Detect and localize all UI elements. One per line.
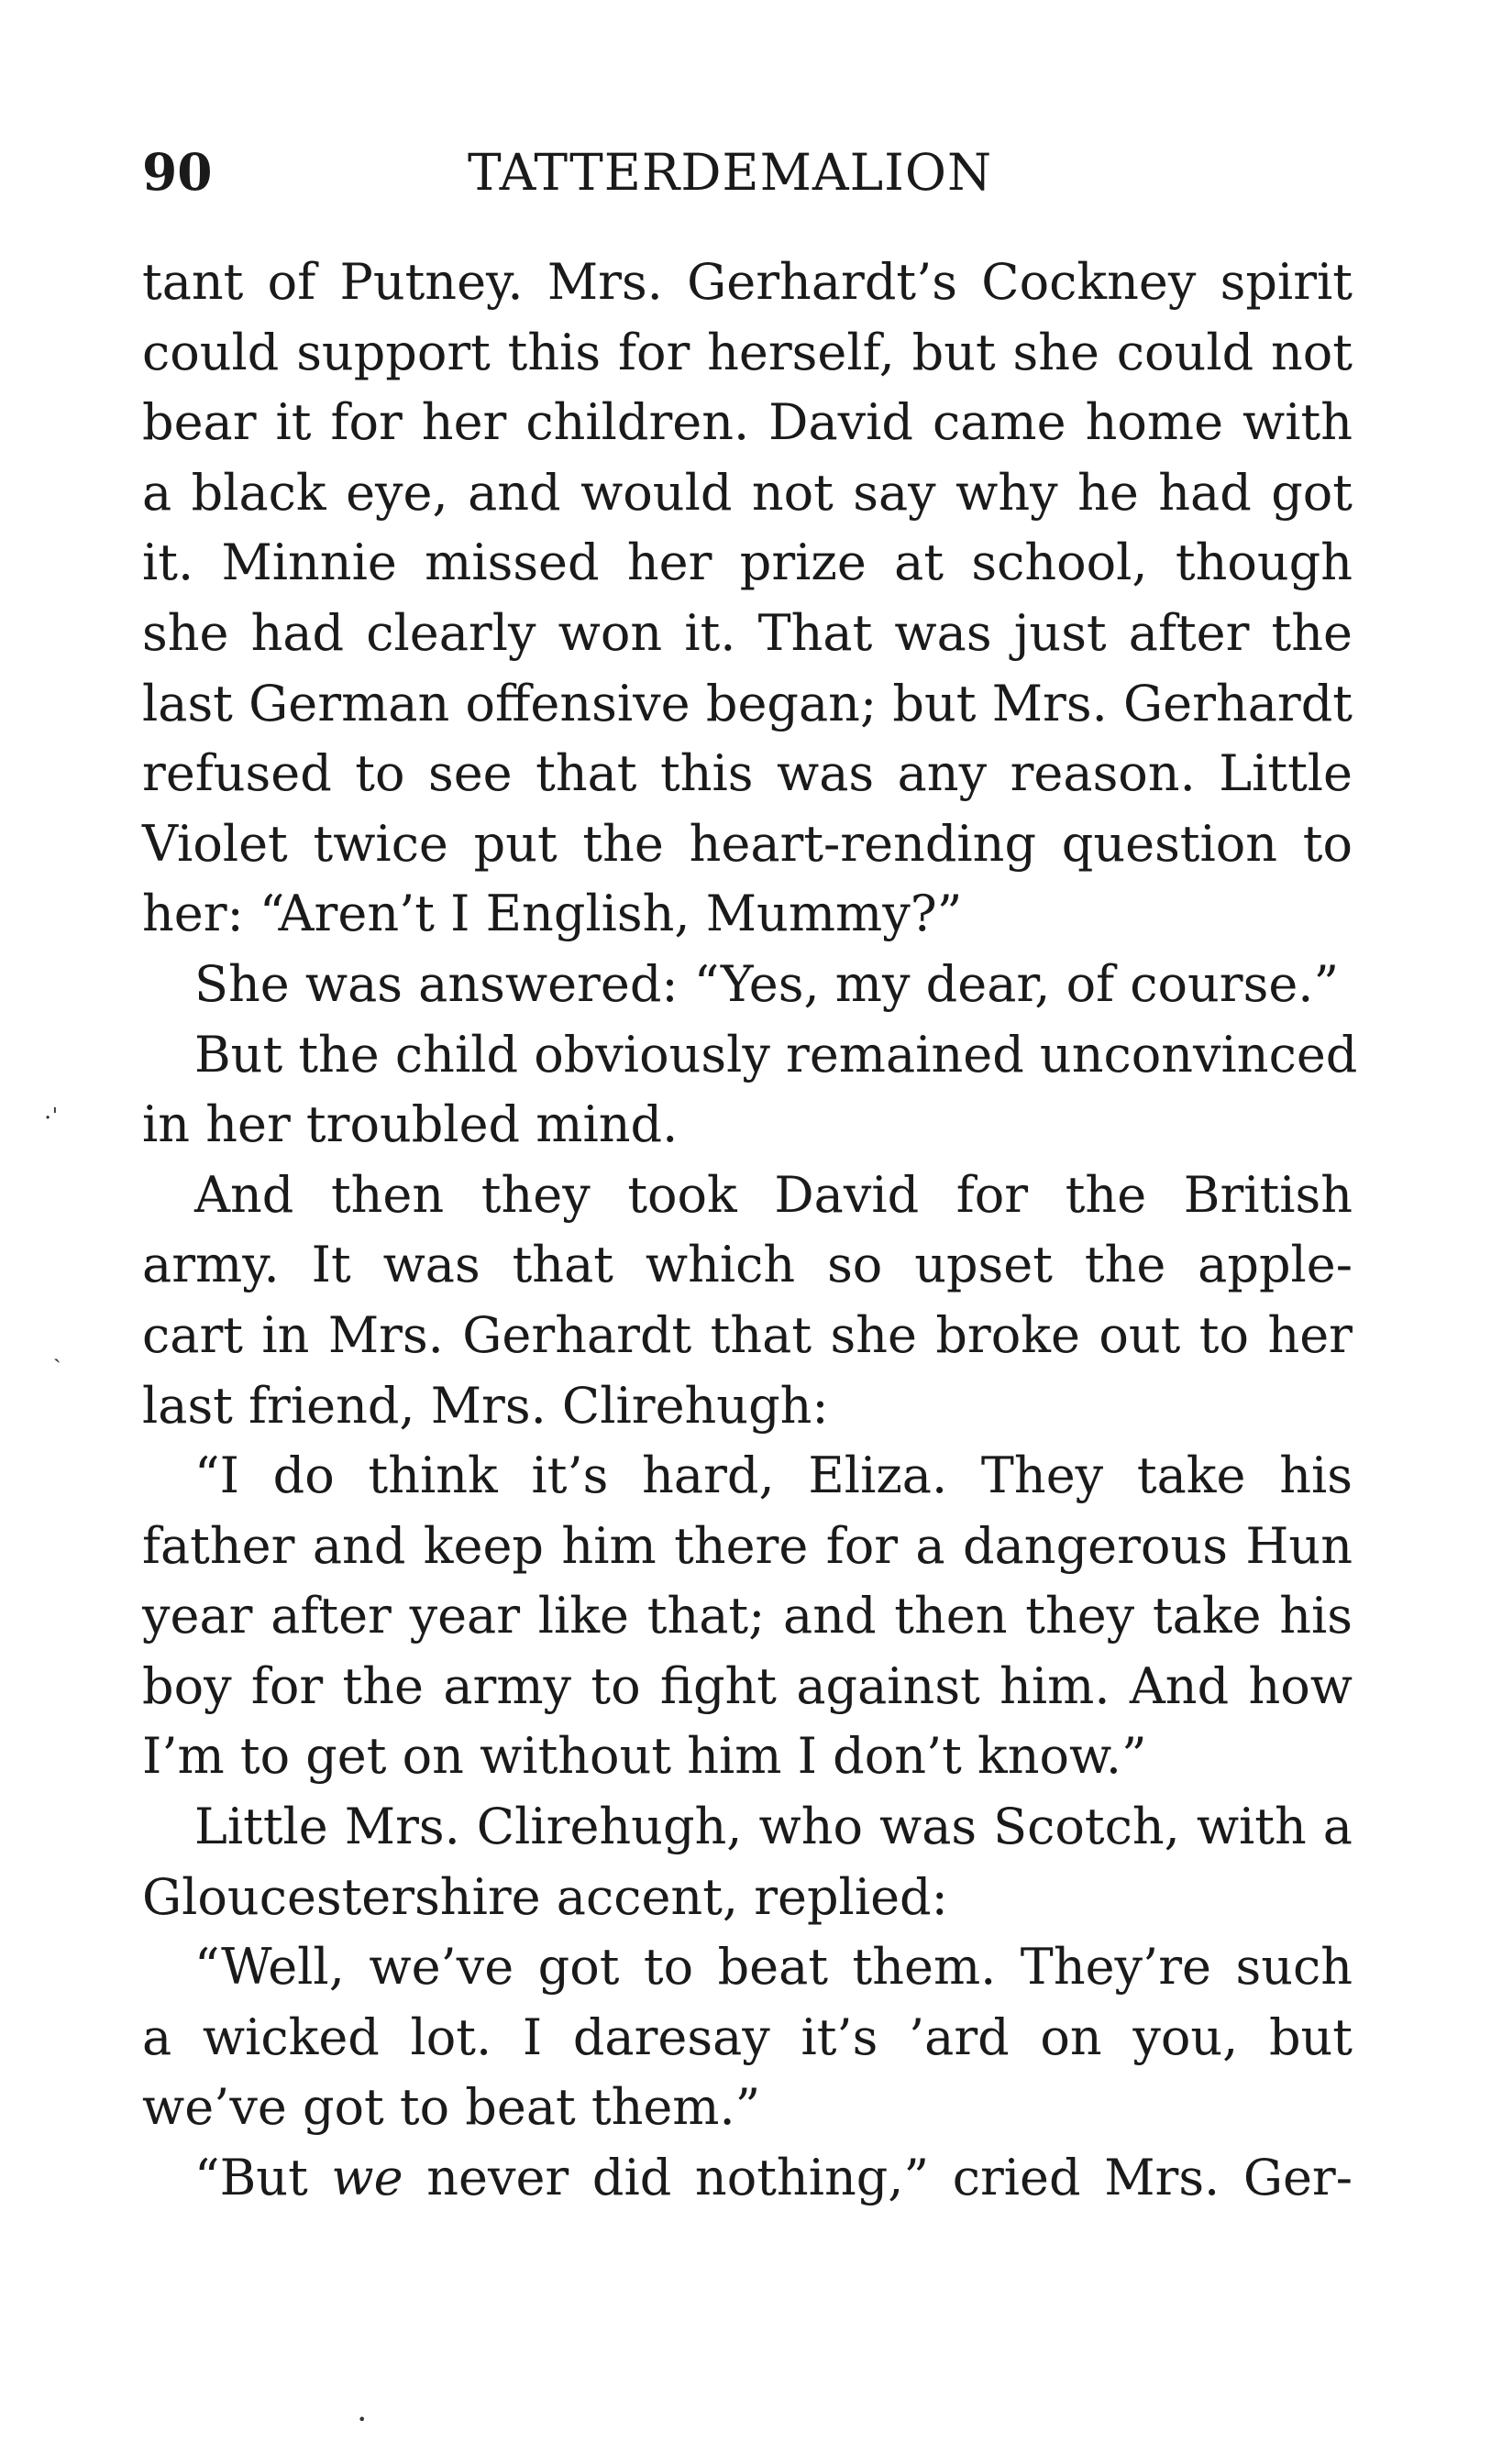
text-line: could support this for herself, but she could not bbox=[142, 323, 1353, 381]
text-line: we’ve got to beat them.” bbox=[142, 2078, 761, 2137]
text-line: tant of Putney. Mrs. Gerhardt’s Cockney spirit bbox=[142, 253, 1353, 311]
page-number: 90 bbox=[142, 142, 213, 202]
text-line: last friend, Mrs. Clirehugh: bbox=[142, 1376, 829, 1435]
margin-speck: ·ˈ bbox=[44, 1105, 59, 1132]
text-line: year after year like that; and then they take his bbox=[142, 1587, 1353, 1645]
page-header bbox=[142, 136, 1353, 209]
text-line: in her troubled mind. bbox=[142, 1095, 679, 1154]
text-line: army. It was that which so upset the apple- bbox=[142, 1236, 1353, 1294]
text-line: last German offensive began; but Mrs. Gerhardt bbox=[142, 674, 1353, 732]
text-line: refused to see that this was any reason. Little bbox=[142, 744, 1353, 803]
margin-speck: • bbox=[358, 2411, 367, 2428]
body-text bbox=[142, 248, 1358, 2214]
text-line: she had clearly won it. That was just after the bbox=[142, 603, 1353, 662]
text-line: “I do think it’s hard, Eliza. They take his bbox=[194, 1446, 1353, 1505]
running-title: TATTERDEMALION bbox=[468, 143, 993, 202]
text-line: Violet twice put the heart-rending question to bbox=[142, 814, 1353, 873]
text-line: it. Minnie missed her prize at school, though bbox=[142, 534, 1353, 592]
text-line: Gloucestershire accent, replied: bbox=[142, 1867, 948, 1926]
emphasis: we bbox=[331, 2149, 403, 2207]
margin-speck: ˏ bbox=[53, 1336, 61, 1364]
text-line: “But we never did nothing,” cried Mrs. Ger- bbox=[194, 2149, 1353, 2207]
text-line: a wicked lot. I daresay it’s ’ard on you, but bbox=[142, 2008, 1353, 2066]
text-line: father and keep him there for a dangerous Hun bbox=[142, 1516, 1353, 1575]
text-line: cart in Mrs. Gerhardt that she broke out to her bbox=[142, 1305, 1353, 1364]
text-line: a black eye, and would not say why he had got bbox=[142, 463, 1353, 522]
text-line: her: “Aren’t I English, Mummy?” bbox=[142, 885, 963, 943]
text-line: And then they took David for the British bbox=[194, 1165, 1353, 1224]
text-line: Little Mrs. Clirehugh, who was Scotch, with a bbox=[194, 1798, 1353, 1856]
text-line: bear it for her children. David came home with bbox=[142, 393, 1353, 452]
text-line: But the child obviously remained unconvinced bbox=[194, 1025, 1358, 1084]
text-line: She was answered: “Yes, my dear, of course.” bbox=[194, 954, 1340, 1013]
text-line: boy for the army to fight against him. And how bbox=[142, 1656, 1353, 1715]
text-line: “Well, we’ve got to beat them. They’re such bbox=[194, 1938, 1353, 1996]
text-line: I’m to get on without him I don’t know.” bbox=[142, 1727, 1147, 1786]
